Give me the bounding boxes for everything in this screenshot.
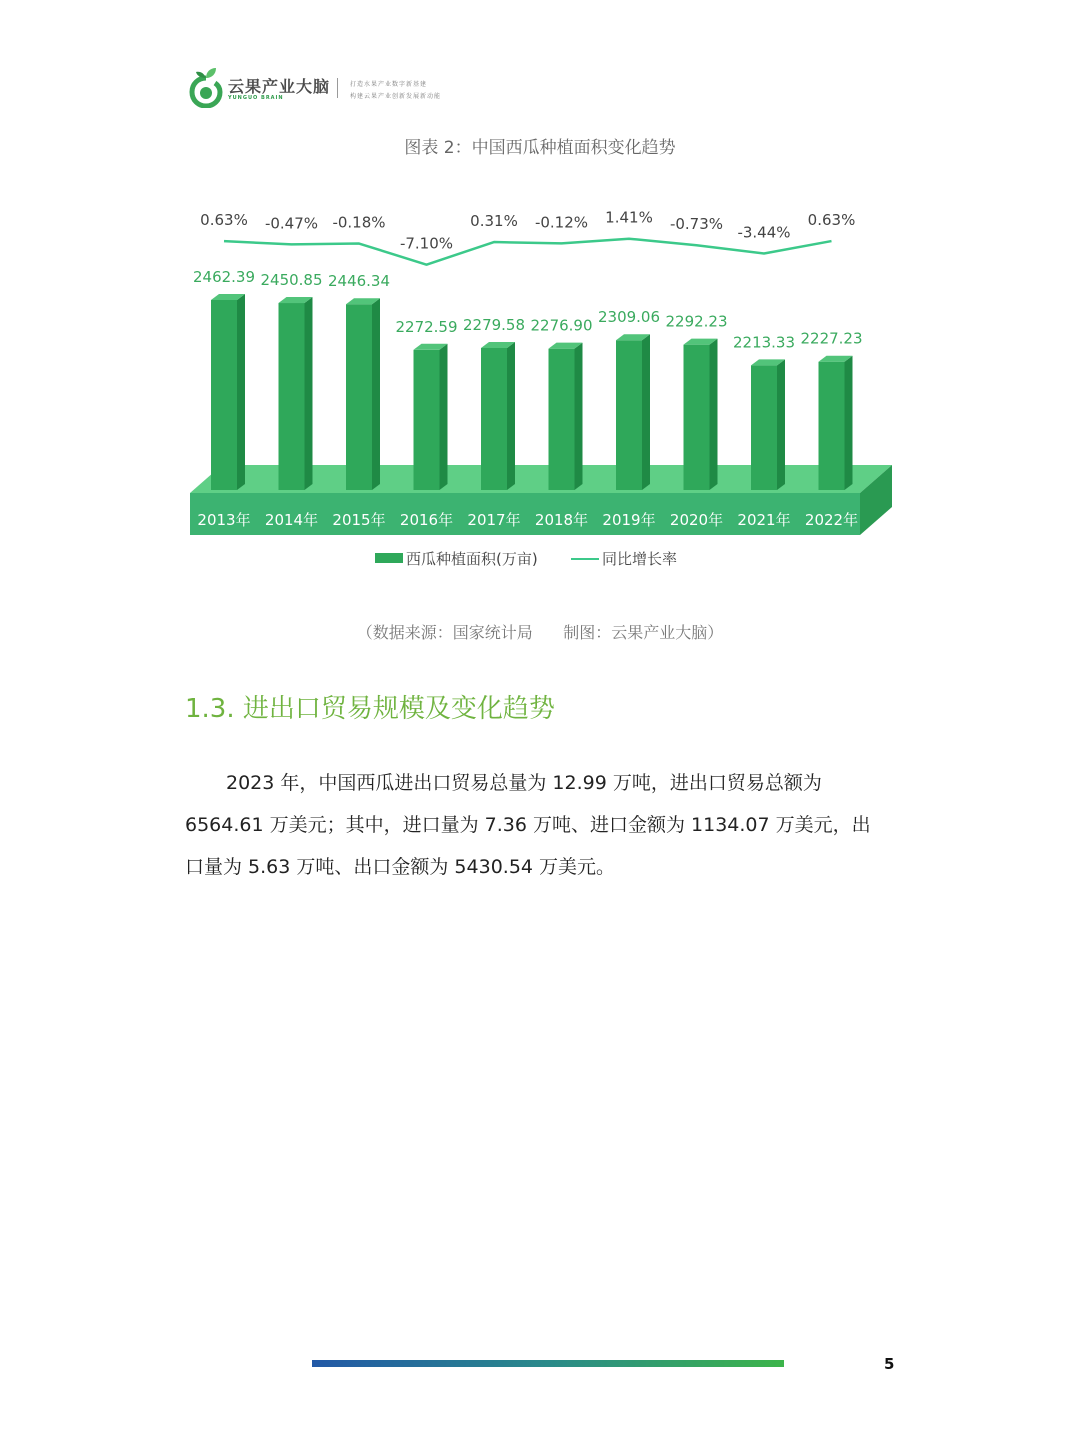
paragraph-line: 口量为 5.63 万吨、出口金额为 5430.54 万美元。 <box>185 856 616 878</box>
bar-side <box>507 342 515 490</box>
rate-value-label: 0.63% <box>807 211 856 230</box>
footer-gradient-bar <box>312 1360 784 1367</box>
bar-side <box>777 359 785 490</box>
rate-value-label: -0.73% <box>669 215 724 234</box>
bar-value-label: 2276.90 <box>530 316 593 335</box>
category-label: 2014年 <box>264 511 319 529</box>
figure-source-note: （数据来源：国家统计局 制图：云果产业大脑） <box>356 623 724 642</box>
bar-value-label: 2462.39 <box>192 268 256 286</box>
area-chart <box>0 195 1080 585</box>
category-label: 2020年 <box>669 511 724 529</box>
category-label: 2013年 <box>197 511 251 529</box>
rate-value-label: -7.10% <box>399 234 454 253</box>
bar-value-label: 2272.59 <box>395 317 458 336</box>
category-label: 2017年 <box>467 511 521 529</box>
rate-value-label: 0.63% <box>200 211 248 230</box>
bar-side <box>440 344 448 490</box>
bar-front <box>211 300 237 490</box>
bar-side <box>305 297 313 490</box>
brand-logo-icon <box>188 64 224 108</box>
legend-label-bar: 西瓜种植面积(万亩) <box>406 550 538 568</box>
bar-side <box>845 356 853 490</box>
rate-value-label: -0.12% <box>534 213 589 232</box>
bar-value-label: 2446.34 <box>327 272 391 291</box>
category-label: 2016年 <box>399 511 454 529</box>
bar-front <box>751 365 777 490</box>
section-heading: 1.3. 进出口贸易规模及变化趋势 <box>185 694 555 724</box>
bar-side <box>710 339 718 490</box>
chart-rate-line <box>224 239 832 265</box>
slogan-line-1: 打造水果产业数字新基建 <box>350 81 428 88</box>
bar-value-label: 2450.85 <box>260 271 323 290</box>
bar-front <box>684 345 710 490</box>
category-label: 2021年 <box>737 511 791 529</box>
rate-value-label: 1.41% <box>605 208 653 227</box>
chart-rate-labels <box>200 209 855 253</box>
header-divider <box>337 78 338 98</box>
rate-polyline <box>224 239 832 265</box>
bar-front <box>819 362 845 490</box>
figure-caption: 图表 2：中国西瓜种植面积变化趋势 <box>404 138 676 158</box>
bar-value-label: 2292.23 <box>665 312 728 331</box>
bar-front <box>616 340 642 490</box>
bar-front <box>549 349 575 490</box>
bar-value-label: 2213.33 <box>732 333 796 352</box>
category-label: 2015年 <box>332 511 386 529</box>
rate-value-label: -3.44% <box>737 223 791 242</box>
bar-value-label: 2227.23 <box>800 329 863 348</box>
paragraph-line: 2023 年，中国西瓜进出口贸易总量为 12.99 万吨，进出口贸易总额为 <box>226 772 822 794</box>
bar-side <box>642 334 650 490</box>
slogan-line-2: 构建云果产业创新发展新动能 <box>350 93 442 100</box>
rate-value-label: 0.31% <box>470 212 518 231</box>
bar-side <box>372 298 380 490</box>
rate-value-label: -0.47% <box>264 214 319 233</box>
chart-legend <box>375 550 677 568</box>
legend-swatch-bar <box>375 553 403 563</box>
bar-value-label: 2279.58 <box>462 315 526 334</box>
category-label: 2022年 <box>804 511 859 529</box>
rate-value-label: -0.18% <box>332 213 386 232</box>
bar-front <box>414 350 440 490</box>
paragraph-line: 6564.61 万美元；其中，进口量为 7.36 万吨、进口金额为 1134.07 万美元，出 <box>185 814 871 836</box>
brand-subtitle: YUNGUO BRAIN <box>228 95 284 101</box>
bar-front <box>279 303 305 490</box>
bar-side <box>237 294 245 490</box>
category-label: 2018年 <box>534 511 589 529</box>
bar-front <box>481 348 507 490</box>
category-label: 2019年 <box>602 511 656 529</box>
brand-name: 云果产业大脑 <box>228 77 331 96</box>
legend-label-line: 同比增长率 <box>602 550 678 568</box>
bar-front <box>346 304 372 490</box>
bar-value-label: 2309.06 <box>597 308 661 327</box>
bar-side <box>575 343 583 490</box>
page-number: 5 <box>884 1355 895 1373</box>
